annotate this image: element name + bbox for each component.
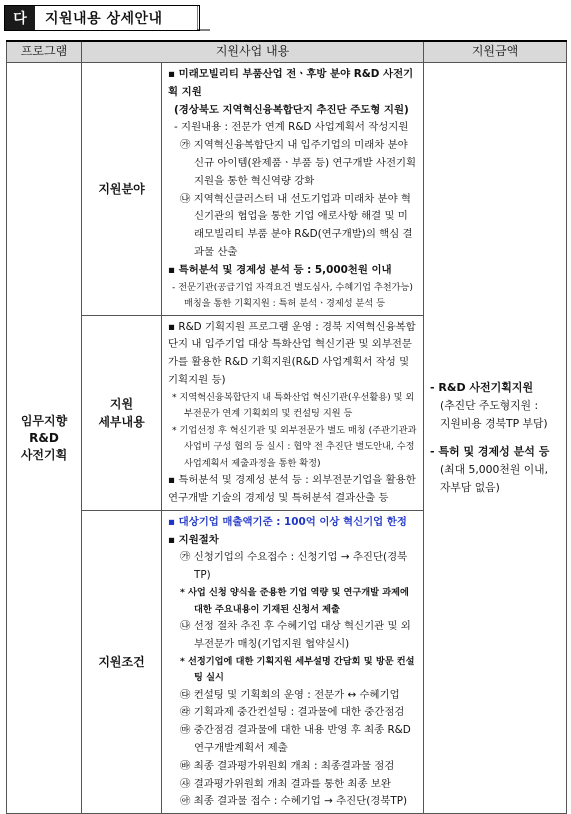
- row-label-condition: 지원조건: [82, 510, 162, 813]
- target-criteria: ▪ 대상기업 매출액기준 : 100억 이상 혁신기업 한정: [168, 515, 407, 528]
- program-name: 임무지향 R&D 사전기획: [7, 63, 82, 814]
- area-content: ▪ 미래모빌리티 부품산업 전ㆍ후방 분야 R&D 사전기획 지원 (경상북도 지역혁신융복합단지 추진단 주도형 지원) - 지원내용 : 전문가 연계 R&D 사업계획서 작성지원 ㉮ 지역혁신융복합단지 내 입주기업의 미래차 분야 신규 아이템(완제품ㆍ부품 등) 연구개발 사전기획 지원을 통한 혁신역량 강화 ㉯ 지역혁신클러스터 내 선도기업과 미래차 분야 혁신기관의 협업을 통한 기업 애로사항 해결 및 미래모빌리티 부품 분야 R&D(연구개발)의 핵심 결과물 산출 ▪ 특허분석 및 경제성 분석 등 : 5,000천원 이내 - 전문기관(공급기업 자격요건 별도심사, 수혜기업 추천가능) 매칭을 통한 기획지원 : 특허 분석ㆍ경제성 분석 등: [162, 63, 424, 316]
- section-header: [4, 5, 200, 31]
- section-letter: 다: [5, 6, 35, 30]
- condition-content: ▪ 대상기업 매출액기준 : 100억 이상 혁신기업 한정 ▪ 지원절차 ㉮ 신청기업의 수요접수 : 신청기업 → 추진단(경북TP) * 사업 신청 양식을 준용한 기업 역량 및 연구개발 과제에 대한 주요내용이 기재된 신청서 제출 ㉯ 선정 절차 추진 후 수혜기업 대상 혁신기관 및 외부전문가 매칭(기업지원 협약실시) * 선정기업에 대한 기획지원 세부설명 간담회 및 방문 컨설팅 실시 ㉰ 컨설팅 및 기획회의 운영 : 전문가 ↔ 수혜기업 ㉱ 기획과제 중간컨설팅 : 결과물에 대한 중간점검 ㉲ 중간점검 결과물에 대한 내용 반영 후 최종 R&D 연구개발계획서 제출 ㉳ 최종 결과평가위원회 개최 : 최종결과물 점검 ㉴ 결과평가위원회 개최 결과를 통한 최종 보완 ㉵ 최종 결과물 접수 : 수혜기업 → 추진단(경북TP): [162, 510, 424, 813]
- header-amount: 지원금액: [424, 41, 567, 63]
- section-title: 지원내용 상세안내: [45, 11, 163, 27]
- row-label-detail: 지원 세부내용: [82, 315, 162, 510]
- detail-content: ▪ R&D 기획지원 프로그램 운영 : 경북 지역혁신융복합단지 내 입주기업 대상 특화산업 혁신기관 및 외부전문가를 활용한 R&D 기획지원(R&D 사업계획서 작성 및 기획지원 등) * 지역혁신융복합단지 내 특화산업 혁신기관(우선활용) 및 외부전문가 연계 기획회의 및 컨설팅 지원 등 * 기업선정 후 혁신기관 및 외부전문가 별도 매칭 (주관기관과 사업비 구성 협의 등 실시 : 협약 전 추진단 별도안내, 수정사업계획서 제출과정을 통한 확정) ▪ 특허분석 및 경제성 분석 등 : 외부전문기업을 활용한 연구개발 기술의 경제성 및 특허분석 결과산출 등: [162, 315, 424, 510]
- amount-cell: - R&D 사전기획지원 (추진단 주도형지원 : 지원비용 경북TP 부담) - 특허 및 경제성 분석 등 (최대 5,000천원 이내, 자부담 없음): [424, 63, 567, 814]
- header-content: 지원사업 내용: [82, 41, 424, 63]
- amount-item2-title: - 특허 및 경제성 분석 등: [430, 445, 550, 459]
- amount-item1-title: - R&D 사전기획지원: [430, 381, 534, 395]
- header-program: 프로그램: [7, 41, 82, 63]
- section-header-corner: [197, 5, 211, 31]
- row-label-area: 지원분야: [82, 63, 162, 316]
- support-table: [6, 40, 567, 814]
